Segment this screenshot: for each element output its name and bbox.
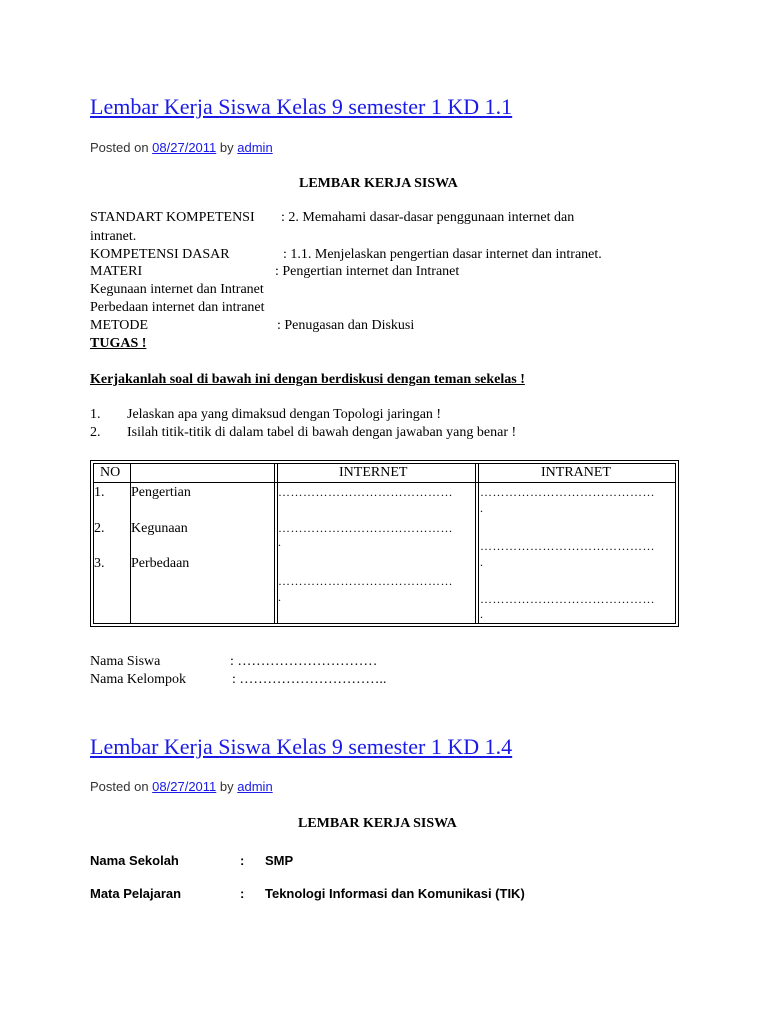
answer-blank: …………………………………… — [480, 539, 655, 553]
post-title-link[interactable]: Lembar Kerja Siswa Kelas 9 semester 1 KD 1.1 — [90, 94, 513, 119]
field-label: Nama Sekolah — [90, 853, 179, 868]
question-text: Isilah titik-titik di dalam tabel di bawah dengan jawaban yang benar ! — [127, 425, 517, 440]
table-column-divider — [475, 464, 479, 623]
field-separator: : — [240, 886, 245, 901]
table-header-no: NO — [100, 465, 121, 480]
table-header-intranet: INTRANET — [541, 465, 611, 480]
field-value: SMP — [265, 853, 294, 868]
table-row-label: Perbedaan — [131, 556, 190, 571]
field-value: Teknologi Informasi dan Komunikasi (TIK) — [265, 886, 525, 901]
worksheet-heading: LEMBAR KERJA SISWA — [298, 816, 457, 831]
post-date-link[interactable]: 08/27/2011 — [152, 779, 217, 794]
post-date-link[interactable]: 08/27/2011 — [152, 140, 217, 155]
question-number: 1. — [90, 407, 101, 422]
by-label: by — [219, 140, 234, 155]
table-header-divider — [94, 482, 675, 483]
metode-value: : Penugasan dan Diskusi — [277, 318, 415, 333]
nama-siswa-label: Nama Siswa — [90, 654, 161, 669]
standart-value-cont: intranet. — [90, 229, 137, 244]
answer-blank: …………………………………… — [480, 485, 655, 499]
answer-blank-end: . — [480, 555, 484, 569]
answer-blank-end: . — [480, 607, 484, 621]
table-row-number: 2. — [94, 521, 105, 536]
posted-on-label: Posted on — [90, 140, 149, 155]
answer-blank-end: . — [278, 590, 282, 604]
table-row-number: 3. — [94, 556, 105, 571]
tugas-label: TUGAS ! — [90, 336, 147, 351]
field-separator: : — [240, 853, 245, 868]
post-meta — [90, 140, 273, 155]
answer-blank: …………………………………… — [480, 592, 655, 606]
nama-kelompok-value: : ………………………….. — [232, 672, 387, 687]
answer-blank-end: . — [278, 535, 282, 549]
materi-value: : Pengertian internet dan Intranet — [275, 264, 460, 279]
post-title-link[interactable]: Lembar Kerja Siswa Kelas 9 semester 1 KD 1.4 — [90, 734, 513, 759]
materi-item: Kegunaan internet dan Intranet — [90, 282, 264, 297]
table-row-label: Kegunaan — [131, 521, 188, 536]
question-number: 2. — [90, 425, 101, 440]
table-row-number: 1. — [94, 485, 105, 500]
answer-table — [90, 460, 679, 627]
worksheet-heading: LEMBAR KERJA SISWA — [299, 176, 458, 191]
table-header-internet: INTERNET — [339, 465, 408, 480]
posted-on-label: Posted on — [90, 779, 149, 794]
question-text: Jelaskan apa yang dimaksud dengan Topologi jaringan ! — [127, 407, 442, 422]
author-link[interactable]: admin — [237, 779, 273, 794]
answer-blank: …………………………………… — [278, 485, 453, 499]
field-label: Mata Pelajaran — [90, 886, 182, 901]
nama-siswa-value: : ………………………… — [230, 654, 378, 669]
answer-blank-end: . — [480, 501, 484, 515]
materi-label: MATERI — [90, 264, 143, 279]
author-link[interactable]: admin — [237, 140, 273, 155]
post-meta — [90, 779, 273, 794]
kompetensi-label: KOMPETENSI DASAR — [90, 247, 230, 262]
instruction-text: Kerjakanlah soal di bawah ini dengan berdiskusi dengan teman sekelas ! — [90, 372, 525, 387]
nama-kelompok-label: Nama Kelompok — [90, 672, 187, 687]
metode-label: METODE — [90, 318, 149, 333]
materi-item: Perbedaan internet dan intranet — [90, 300, 265, 315]
by-label: by — [219, 779, 234, 794]
table-row-label: Pengertian — [131, 485, 191, 500]
standart-label: STANDART KOMPETENSI — [90, 210, 255, 225]
answer-blank: …………………………………… — [278, 521, 453, 535]
answer-blank: …………………………………… — [278, 574, 453, 588]
standart-value: : 2. Memahami dasar-dasar penggunaan internet dan — [281, 210, 575, 225]
kompetensi-value: : 1.1. Menjelaskan pengertian dasar internet dan intranet. — [283, 247, 602, 262]
